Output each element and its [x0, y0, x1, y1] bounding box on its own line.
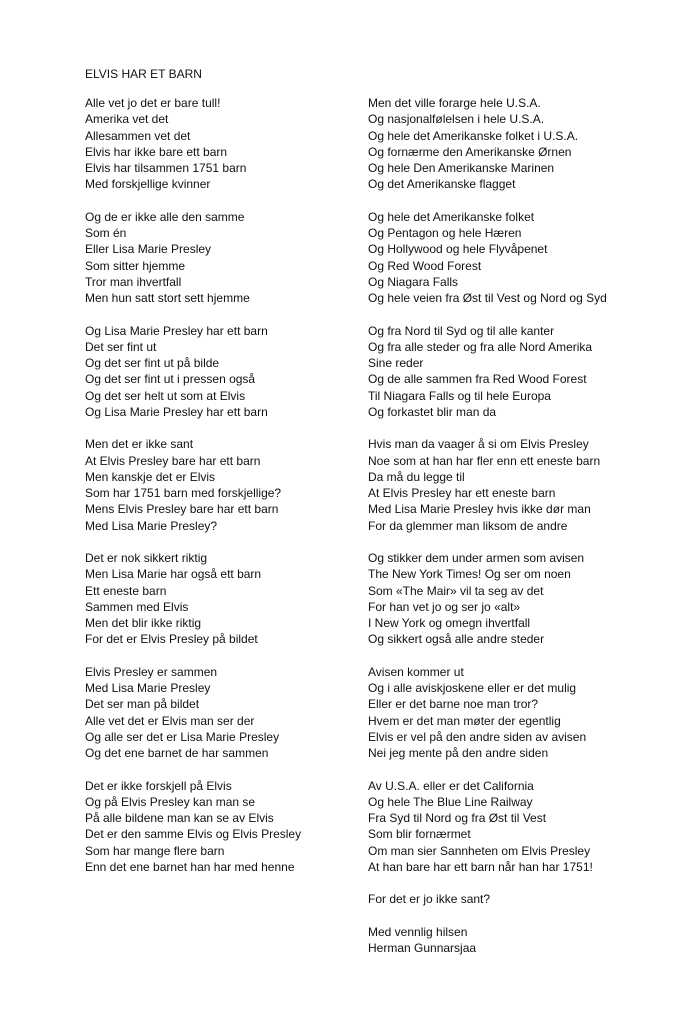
text-line: Elvis Presley er sammen: [85, 664, 218, 679]
text-line: Sine reder: [368, 356, 424, 370]
text-line: Eller er det barne noe man tror?: [368, 697, 539, 712]
text-line: Med Lisa Marie Presley hvis ikke dør man: [368, 502, 591, 517]
text-line: Enn det ene barnet han har med henne: [85, 859, 295, 874]
text-line: Men det blir ikke riktig: [85, 616, 202, 630]
stanza: [368, 924, 668, 957]
text-line: Men det er ikke sant: [85, 437, 194, 452]
text-line: Og Red Wood Forest: [368, 258, 482, 273]
text-line: Som sitter hjemme: [85, 258, 186, 273]
left-column: [85, 95, 355, 891]
text-line: Og hele det Amerikanske folket: [368, 209, 535, 224]
text-line: Og Hollywood og hele Flyvåpenet: [368, 242, 548, 257]
text-line: Og i alle aviskjoskene eller er det mulig: [368, 681, 577, 695]
text-line: Men det ville forarge hele U.S.A.: [368, 96, 541, 110]
text-line: Elvis har tilsammen 1751 barn: [85, 161, 247, 175]
text-line: Herman Gunnarsjaa: [368, 941, 477, 955]
text-line: Som blir fornærmet: [368, 827, 471, 842]
text-line: Og Niagara Falls: [368, 274, 459, 289]
text-line: Hvem er det man møter der egentlig: [368, 713, 561, 728]
text-line: Og alle ser det er Lisa Marie Presley: [85, 729, 280, 744]
stanza: [368, 95, 668, 193]
text-line: Og forkastet blir man da: [368, 404, 497, 419]
right-column: [368, 95, 668, 973]
text-line: At Elvis Presley har ett eneste barn: [368, 486, 556, 500]
stanza: [85, 436, 355, 534]
text-line: Og Lisa Marie Presley har ett barn: [85, 323, 268, 338]
text-line: Og det ser fint ut på bilde: [85, 356, 220, 370]
text-line: Og fornærme den Amerikanske Ørnen: [368, 144, 572, 159]
text-line: Og de er ikke alle den samme: [85, 209, 245, 224]
text-line: Det er nok sikkert riktig: [85, 551, 208, 565]
text-line: Men kanskje det er Elvis: [85, 469, 216, 484]
text-line: Det ser fint ut: [85, 339, 157, 354]
text-line: Da må du legge til: [368, 469, 465, 484]
text-line: Det er den samme Elvis og Elvis Presley: [85, 827, 302, 842]
text-line: Men Lisa Marie har også ett barn: [85, 567, 262, 582]
text-line: Ett eneste barn: [85, 583, 167, 598]
text-line: Som har mange flere barn: [85, 843, 225, 858]
text-line: Noe som at han har fler enn ett eneste barn: [368, 453, 601, 468]
text-line: Som har 1751 barn med forskjellige?: [85, 486, 282, 500]
text-line: Og fra Nord til Syd og til alle kanter: [368, 323, 555, 338]
text-line: Sammen med Elvis: [85, 599, 189, 614]
stanza: [85, 209, 355, 307]
text-line: Det ser man på bildet: [85, 697, 200, 712]
stanza: [368, 550, 668, 648]
document-title: ELVIS HAR ET BARN: [85, 67, 202, 81]
text-line: Med vennlig hilsen: [368, 924, 468, 939]
text-line: Og stikker dem under armen som avisen: [368, 551, 585, 565]
text-line: For da glemmer man liksom de andre: [368, 518, 568, 533]
stanza: [368, 323, 668, 421]
text-line: Eller Lisa Marie Presley: [85, 242, 212, 257]
text-line: Elvis har ikke bare ett barn: [85, 144, 228, 159]
text-line: Og hele Den Amerikanske Marinen: [368, 161, 555, 175]
text-line: Og nasjonalfølelsen i hele U.S.A.: [368, 112, 545, 127]
text-line: Og hele The Blue Line Railway: [368, 794, 533, 809]
stanza: [368, 664, 668, 762]
text-line: Alle vet det er Elvis man ser der: [85, 713, 255, 728]
text-line: Og Lisa Marie Presley har ett barn: [85, 404, 268, 419]
text-line: Og de alle sammen fra Red Wood Forest: [368, 372, 587, 387]
stanza: [85, 664, 355, 762]
text-line: Og hele det Amerikanske folket i U.S.A.: [368, 128, 579, 143]
text-line: Avisen kommer ut: [368, 664, 464, 679]
text-line: Med Lisa Marie Presley?: [85, 518, 218, 533]
stanza: [368, 891, 668, 907]
text-line: Og det Amerikanske flagget: [368, 177, 516, 192]
text-line: Allesammen vet det: [85, 128, 191, 143]
text-line: Og sikkert også alle andre steder: [368, 632, 545, 647]
text-line: For han vet jo og ser jo «alt»: [368, 599, 521, 614]
text-line: På alle bildene man kan se av Elvis: [85, 811, 274, 825]
text-line: Mens Elvis Presley bare har ett barn: [85, 502, 279, 517]
text-line: At Elvis Presley bare har ett barn: [85, 453, 261, 468]
stanza: [368, 778, 668, 876]
text-line: Til Niagara Falls og til hele Europa: [368, 388, 551, 403]
stanza: [368, 209, 668, 307]
text-line: Nei jeg mente på den andre siden: [368, 746, 549, 760]
text-line: For det er jo ikke sant?: [368, 892, 491, 907]
text-line: The New York Times! Og ser om noen: [368, 567, 571, 582]
stanza: [85, 778, 355, 876]
text-line: Og hele veien fra Øst til Vest og Nord og Syd: [368, 291, 607, 305]
text-line: I New York og omegn ihvertfall: [368, 616, 531, 630]
stanza: [368, 436, 668, 534]
text-line: Og det ene barnet de har sammen: [85, 746, 269, 760]
stanza: [85, 550, 355, 648]
text-line: Og det ser fint ut i pressen også: [85, 372, 256, 387]
text-line: Det er ikke forskjell på Elvis: [85, 778, 232, 793]
text-line: Med Lisa Marie Presley: [85, 681, 211, 695]
text-line: Som «The Mair» vil ta seg av det: [368, 583, 544, 598]
text-line: Hvis man da vaager å si om Elvis Presley: [368, 437, 589, 452]
stanza: [85, 95, 355, 193]
text-line: Som én: [85, 226, 127, 240]
text-line: Og Pentagon og hele Hæren: [368, 226, 522, 240]
text-line: Og fra alle steder og fra alle Nord Amerika: [368, 339, 593, 354]
text-line: Om man sier Sannheten om Elvis Presley: [368, 843, 591, 858]
text-line: Fra Syd til Nord og fra Øst til Vest: [368, 811, 547, 825]
text-line: Elvis er vel på den andre siden av avisen: [368, 729, 587, 744]
text-line: Amerika vet det: [85, 112, 169, 127]
text-line: Tror man ihvertfall: [85, 274, 182, 289]
text-line: Alle vet jo det er bare tull!: [85, 96, 221, 110]
text-line: Med forskjellige kvinner: [85, 177, 211, 192]
text-line: Og på Elvis Presley kan man se: [85, 794, 256, 809]
text-line: Men hun satt stort sett hjemme: [85, 291, 250, 305]
text-line: Av U.S.A. eller er det California: [368, 778, 534, 793]
text-line: Og det ser helt ut som at Elvis: [85, 388, 246, 403]
stanza: [85, 323, 355, 421]
text-line: For det er Elvis Presley på bildet: [85, 632, 258, 647]
text-line: At han bare har ett barn når han har 1751!: [368, 859, 593, 874]
